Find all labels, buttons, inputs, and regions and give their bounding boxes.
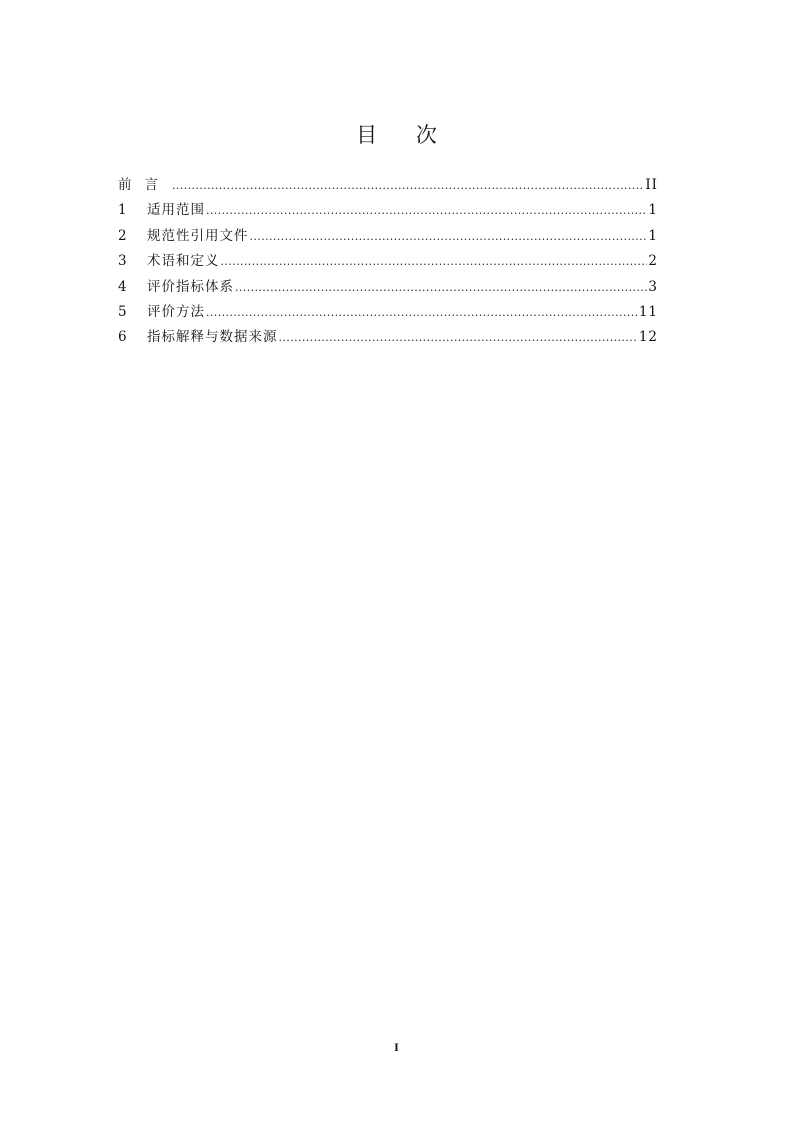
toc-entry-label: 评价方法: [147, 303, 205, 320]
toc-entry-page: 12: [638, 329, 658, 346]
toc-leader-dots: [250, 226, 648, 248]
toc-entry-page: 2: [648, 253, 658, 270]
toc-entry-page: 1: [648, 202, 658, 219]
toc-entry-number: 1: [118, 202, 127, 219]
toc-leader-dots: [235, 277, 647, 299]
toc-entry-label: 规范性引用文件: [147, 227, 249, 244]
toc-leader-dots: [206, 302, 638, 324]
toc-entry-number: 2: [118, 227, 127, 244]
toc-entry-number: 6: [118, 329, 127, 346]
toc-entry-page: 1: [648, 227, 658, 244]
table-of-contents: [118, 174, 658, 352]
toc-entry-normative-references[interactable]: [118, 225, 658, 250]
toc-entry-label: 术语和定义: [147, 253, 220, 270]
toc-leader-dots: [206, 200, 647, 222]
toc-entry-indicator-explanation[interactable]: [118, 326, 658, 351]
toc-entry-indicator-system[interactable]: [118, 276, 658, 301]
toc-entry-label: 指标解释与数据来源: [147, 329, 278, 346]
toc-leader-dots: [221, 251, 648, 273]
toc-entry-number: 3: [118, 253, 127, 270]
toc-entry-number: 4: [118, 278, 127, 295]
toc-leader-dots: [172, 175, 644, 197]
toc-entry-number: 5: [118, 303, 127, 320]
toc-entry-terms-definitions[interactable]: [118, 250, 658, 275]
toc-entry-label: 适用范围: [147, 202, 205, 219]
toc-entry-scope[interactable]: [118, 199, 658, 224]
toc-entry-label: 评价指标体系: [147, 278, 234, 295]
toc-entry-evaluation-method[interactable]: [118, 301, 658, 326]
toc-leader-dots: [279, 327, 638, 349]
toc-entry-page: II: [645, 177, 658, 193]
page-number: I: [394, 1040, 399, 1054]
toc-entry-page: 3: [648, 278, 658, 295]
toc-title: 目 次: [356, 123, 453, 147]
toc-entry-label: 前言: [118, 177, 171, 193]
toc-entry-page: 11: [638, 303, 658, 320]
toc-entry-preface[interactable]: [118, 174, 658, 199]
